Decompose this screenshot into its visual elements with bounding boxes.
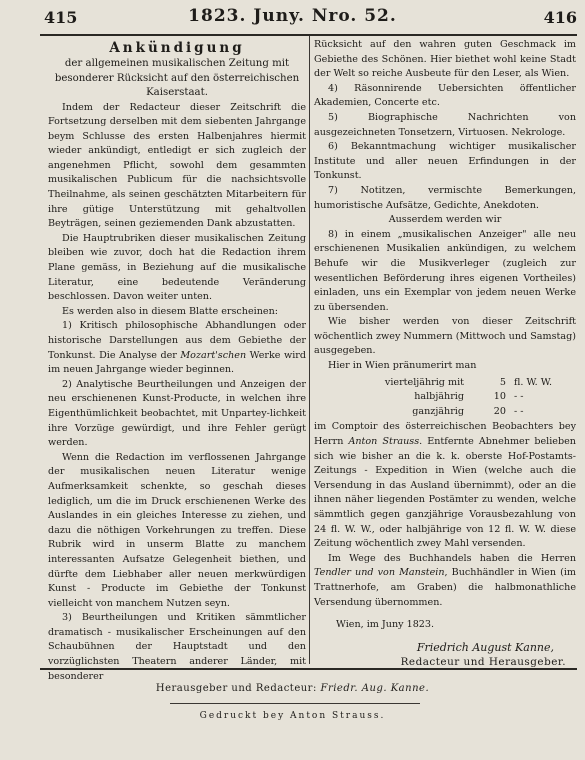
paragraph-besides: Ausserdem werden wir [388, 214, 502, 226]
paragraph-item-3-continued: Rücksicht auf den wahren guten Geschmack im Gebiethe des Schönen. Hier biethet wohl keine Stadt der Welt so reiche Ausbeute für den Leser, als Wien. [314, 39, 576, 80]
footer-rule [40, 668, 577, 670]
page-number-left: 415 [44, 8, 78, 27]
booksellers-name: Tendler und von Manstein [314, 567, 445, 579]
paragraph-item-8: 8) in einem „musikalischen Anzeiger" alle neu erschienenen Musikalien ankündigen, zu welchem Behufe wir die Musikverleger (zugleich zur wesentlichen Beförderung ihres eigenen Vortheiles) einladen, uns ein Exemplar von jedem neuen Werke zu übersenden. [314, 228, 576, 313]
printer-line: Gedruckt bey Anton Strauss. [199, 711, 386, 721]
paragraph-comptoir: im Comptoir des österreichischen Beobachters bey Herrn Anton Strauss. Entfernte Abnehmer belieben sich wie bisher an die k. k. oberste Hof-Postamts-Zeitungs - Expedition in Wien (welche auch die Versendung in das Ausland übernimmt), oder an die ihnen näher liegenden Postämter zu wenden, welche sämmtlich gegen ganzjährige Vorausbezahlung von 24 fl. W. W., oder halbjährige von 12 fl. W. W. diese Zeitung wöchentlich zwey Mahl versenden. [314, 421, 576, 550]
paragraph-item-4: 4) Räsonnirende Uebersichten öffentlicher Akademien, Concerte etc. [314, 82, 576, 109]
dateline: Wien, im Juny 1823. [336, 619, 435, 631]
paragraph-booksellers: Im Wege des Buchhandels haben die Herren Tendler und von Manstein, Buchhändler in Wien (im Trattnerhofe, am Graben) die halbmonathliche Versendung übernommen. [314, 552, 576, 608]
paragraph-frequency: Wie bisher werden von dieser Zeitschrift wöchentlich zwey Nummern (Mittwoch und Samstag) ausgegeben. [314, 316, 576, 357]
signature-name: Friedrich August Kanne, [416, 640, 554, 654]
announcement-subtitle: der allgemeinen musikalischen Zeitung mit besonderer Rücksicht auf den österreichischen Kaiserstaat. [54, 58, 300, 98]
paragraph-item-1: 1) Kritisch philosophische Abhandlungen oder historische Darstellungen aus dem Gebiethe der Tonkunst. Die Analyse der Mozart'schen Werke wird im neuen Jahrgange wieder beginnen. [48, 320, 306, 376]
paragraph-item-6: 6) Bekanntmachung wichtiger musikalischer Institute und aller neuen Erfindungen in der Tonkunst. [314, 141, 576, 182]
strauss-name: Anton Strauss [348, 436, 420, 448]
paragraph-item-3: 3) Beurtheilungen und Kritiken sämmtlicher dramatisch - musikalischer Erscheinungen auf den Schaubühnen der Hauptstadt und den vorzüglichsten Theatern anderer Länder, mit besonderer [48, 612, 306, 682]
footer-separator [170, 703, 420, 704]
paragraph-list-intro: Es werden also in diesem Blatte erscheinen: [62, 305, 278, 317]
price-row: ganzjährig 20 - - [412, 405, 524, 417]
right-column [314, 38, 576, 670]
mozart-reference: Mozart'schen [180, 349, 247, 361]
announcement-title: Ankündigung [109, 40, 245, 56]
price-row: vierteljährig mit 5 fl. W. W. [384, 376, 553, 388]
page-number-right: 416 [543, 8, 577, 27]
paragraph-rubrics: Die Hauptrubriken dieser musikalischen Zeitung bleiben wie zuvor, doch hat die Redaction ihrem Plane gemäss, in Beziehung auf die musikalische Literatur, eine bedeutende Veränderung beschlossen. Davon weiter unten. [48, 232, 306, 303]
paragraph-literature: Wenn die Redaction im verflossenen Jahrgange der musikalischen neuen Literatur wenige Aufmerksamkeit schenkte, so geschah dieses lediglich, um die im Druck erschienenen Werke des Auslandes in ein gleiches Interesse zu ziehen, und dazu die nöthigen Vorkehrungen zu treffen. Diese Rubrik wird in unserm Blatte zu manchem interessanten Aufsatze Gelegenheit biethen, und dürfte dem Liebhaber aller neuen merkwürdigen Kunst - Producte im Gebiethe der Tonkunst vielleicht von manchem Nutzen seyn. [48, 451, 306, 609]
price-table [314, 376, 576, 420]
publisher-name: Friedr. Aug. Kanne. [320, 683, 430, 694]
publisher-line: Herausgeber und Redacteur: Friedr. Aug. Kanne. [155, 683, 430, 694]
column-divider [309, 36, 310, 664]
paragraph-item-2: 2) Analytische Beurtheilungen und Anzeigen der neu erschienenen Kunst-Producte, in welchen ihre Eigenthümlichkeit beobachtet, mit Unpartey-lichkeit ihre Vorzüge gewürdigt, und ihre Fehler gerügt werden. [48, 378, 306, 449]
paragraph-item-7: 7) Notitzen, vermischte Bemerkungen, humoristische Aufsätze, Gedichte, Anekdoten. [314, 184, 576, 211]
paragraph-item-5: 5) Biographische Nachrichten von ausgezeichneten Tonsetzern, Virtuosen. Nekrologe. [314, 111, 576, 138]
signature-title: Redacteur und Herausgeber. [400, 656, 566, 669]
paragraph-subscription: Hier in Wien pränumerirt man [328, 360, 477, 372]
left-column [48, 40, 306, 684]
price-row: halbjährig 10 - - [414, 391, 524, 403]
running-title: 1823. Juny. Nro. 52. [188, 6, 397, 26]
paragraph-intro: Indem der Redacteur dieser Zeitschrift die Fortsetzung derselben mit dem siebenten Jahrgange beym Schlusse des ersten Halbenjahres hiermit wieder ankündigt, entledigt er sich zugleich der angenehmen Pflicht, sowohl dem gesammten musikalischen Publicum für die nachsichtsvolle Theilnahme, als seinen geschätzten Mitarbeitern für ihre gütige Unterstützung mit gehaltvollen Beyträgen, seinen geziemenden Dank abzustatten. [48, 101, 306, 230]
page-header [0, 3, 585, 35]
